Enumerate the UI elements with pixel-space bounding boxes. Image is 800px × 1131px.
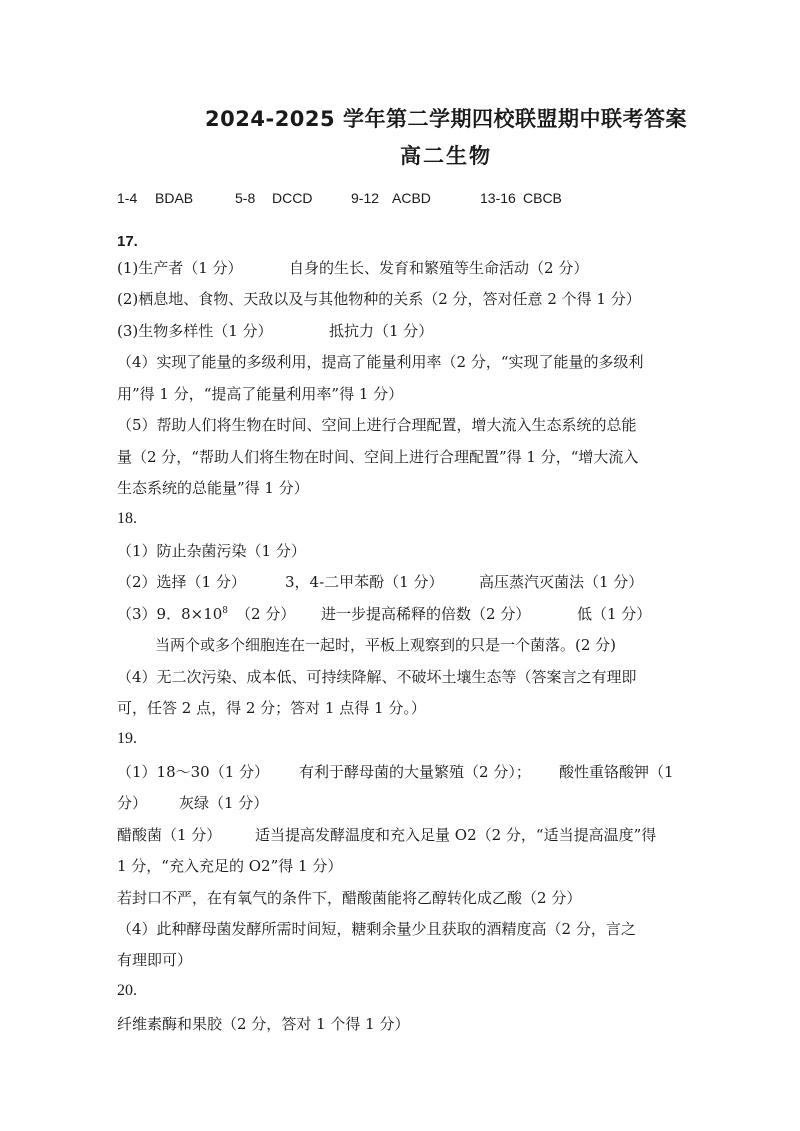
q19-answer-1a: （1）18～30（1 分） xyxy=(117,763,270,781)
q17-answer-5b: 量（2 分，“帮助人们将生物在时间、空间上进行合理配置”得 1 分，“增大流入 xyxy=(117,448,639,466)
q20-answer-1: 纤维素酶和果胶（2 分，答对 1 个得 1 分） xyxy=(117,1015,410,1033)
q17-answer-2: (2)栖息地、食物、天敌以及与其他物种的关系（2 分，答对任意 2 个得 1 分） xyxy=(117,290,641,308)
q17-answer-5c: 生态系统的总能量”得 1 分） xyxy=(117,479,309,497)
question-19-number: 19. xyxy=(117,730,137,747)
q18-answer-3c: 低（1 分） xyxy=(577,605,652,623)
q17-answer-1b: 自身的生长、发育和繁殖等生命活动（2 分） xyxy=(289,259,589,277)
mc-answer-2: DCCD xyxy=(272,190,313,206)
q18-answer-3a-exponent: 8 xyxy=(222,606,229,616)
q19-answer-1b: 有利于酵母菌的大量繁殖（2 分）； xyxy=(299,763,531,781)
q17-answer-3a: (3)生物多样性（1 分） xyxy=(117,322,273,340)
q17-answer-1a: (1)生产者（1 分） xyxy=(117,259,243,277)
q18-answer-3a-base: （3）9．8×10 xyxy=(117,605,223,623)
q18-answer-1: （1）防止杂菌污染（1 分） xyxy=(117,542,306,560)
question-17-number: 17. xyxy=(117,233,138,250)
q19-answer-3d: 若封口不严，在有氧气的条件下，醋酸菌能将乙醇转化成乙酸（2 分） xyxy=(117,889,582,907)
mc-range-1: 1-4 xyxy=(117,190,138,206)
mc-answer-4: CBCB xyxy=(523,190,562,206)
q18-answer-3a-score: （2 分） xyxy=(236,605,296,623)
q19-answer-2a: 分） xyxy=(117,794,148,812)
q19-answer-4a: （4）此种酵母菌发酵所需时间短，糖剩余量少且获取的酒精度高（2 分，言之 xyxy=(117,920,636,938)
q18-answer-2c: 高压蒸汽灭菌法（1 分） xyxy=(479,573,644,591)
q17-answer-4b: 用”得 1 分，“提高了能量利用率”得 1 分） xyxy=(117,385,404,403)
q19-answer-3a: 醋酸菌（1 分） xyxy=(117,826,222,844)
q18-answer-4a: （4）无二次污染、成本低、可持续降解、不破坏土壤生态等（答案言之有理即 xyxy=(117,668,637,686)
q18-answer-3a xyxy=(117,604,295,624)
q18-answer-2a: （2）选择（1 分） xyxy=(117,573,246,591)
q17-answer-3b: 抵抗力（1 分） xyxy=(329,322,434,340)
q19-answer-2b: 灰绿（1 分） xyxy=(179,794,269,812)
q19-answer-1c: 酸性重铬酸钾（1 xyxy=(559,763,674,781)
page-title: 2024-2025 学年第二学期四校联盟期中联考答案 xyxy=(205,107,687,131)
page-subtitle: 高二生物 xyxy=(400,144,492,168)
mc-answer-1: BDAB xyxy=(155,190,194,206)
q17-answer-5a: （5）帮助人们将生物在时间、空间上进行合理配置，增大流入生态系统的总能 xyxy=(117,416,637,434)
question-20-number: 20. xyxy=(117,982,137,999)
q17-answer-4a: （4）实现了能量的多级利用，提高了能量利用率（2 分，“实现了能量的多级利 xyxy=(117,353,644,371)
q19-answer-4b: 有理即可） xyxy=(117,951,193,969)
q18-answer-2b: 3，4-二甲苯酚（1 分） xyxy=(285,573,444,591)
q18-answer-4b: 可，任答 2 点，得 2 分；答对 1 点得 1 分。） xyxy=(117,699,426,717)
q19-answer-3b: 适当提高发酵温度和充入足量 O2（2 分，“适当提高温度”得 xyxy=(255,826,657,844)
mc-answer-3: ACBD xyxy=(392,190,431,206)
q19-answer-3c: 1 分，“充入充足的 O2”得 1 分） xyxy=(117,857,343,875)
mc-range-2: 5-8 xyxy=(235,190,256,206)
question-18-number: 18. xyxy=(117,510,137,527)
q18-answer-3d: 当两个或多个细胞连在一起时，平板上观察到的只是一个菌落。(2 分) xyxy=(155,636,617,654)
mc-range-4: 13-16 xyxy=(480,190,516,206)
mc-range-3: 9-12 xyxy=(351,190,380,206)
q18-answer-3b: 进一步提高稀释的倍数（2 分） xyxy=(321,605,531,623)
